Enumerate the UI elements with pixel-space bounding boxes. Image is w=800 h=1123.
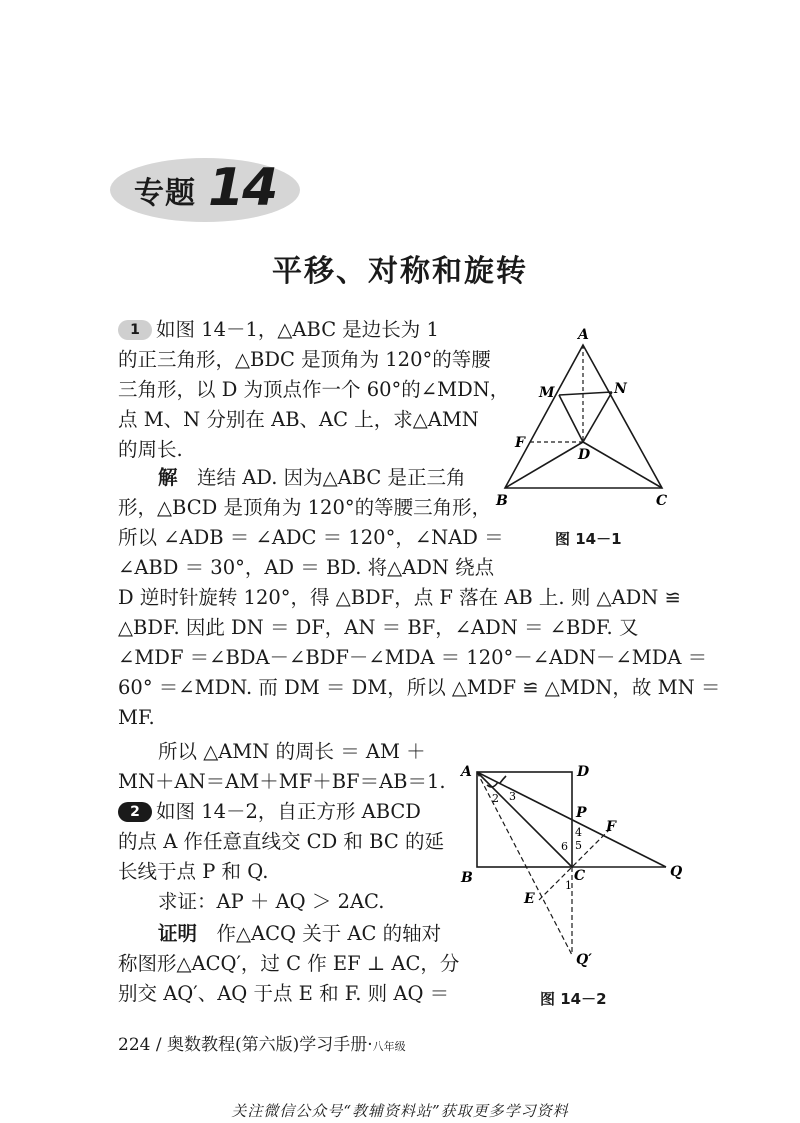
problem2-number-badge: 2 xyxy=(118,802,152,822)
problem1-line-4: 点 M、N 分别在 AB、AC 上，求△AMN xyxy=(118,408,479,431)
fig1-segment-nd xyxy=(583,392,612,442)
fig1-segment-mn xyxy=(559,392,612,395)
solution1-line-10: 所以 △AMN 的周长 ＝ AM ＋ xyxy=(158,740,426,763)
figure-14-1 xyxy=(490,325,680,555)
problem2-line-3: 长线于点 P 和 Q. xyxy=(118,860,269,883)
proof2-line-2: 称图形△ACQ′，过 C 作 EF ⊥ AC，分 xyxy=(118,952,460,975)
problem1-line-2: 的正三角形，△BDC 是顶角为 120°的等腰 xyxy=(118,348,491,371)
fig2-angle-arc-3 xyxy=(500,776,506,783)
page-number: 224 xyxy=(118,1035,151,1055)
fig2-label-d: D xyxy=(577,764,590,780)
solution1-line-3: 所以 ∠ADB ＝ ∠ADC ＝ 120°，∠NAD ＝ xyxy=(118,526,504,549)
fig2-angle-label-4: 4 xyxy=(575,826,582,839)
fig1-label-d: D xyxy=(578,447,591,463)
fig2-label-a: A xyxy=(461,764,472,780)
footer-separator: / xyxy=(155,1035,162,1055)
proof-label: 证明 xyxy=(158,922,198,945)
fig2-label-q: Q xyxy=(670,864,683,880)
solution1-line-1: 解 连结 AD. 因为△ABC 是正三角 xyxy=(158,466,466,489)
page-footer xyxy=(118,1030,406,1055)
book-title: 奥数教程(第六版)学习手册· xyxy=(167,1035,373,1055)
solution-label: 解 xyxy=(158,466,178,489)
solution1-line-5: D 逆时针旋转 120°，得 △BDF，点 F 落在 AB 上. 则 △ADN ≌ xyxy=(118,586,681,609)
figure2-caption: 图 14－2 xyxy=(540,990,607,1008)
fig1-label-c: C xyxy=(656,493,668,509)
problem1-line-5: 的周长. xyxy=(118,438,183,461)
solution1-line-9: MF. xyxy=(118,706,155,729)
fig1-label-n: N xyxy=(614,381,627,397)
fig2-label-e: E xyxy=(524,891,535,907)
proof2-line-1: 证明 作△ACQ 关于 AC 的轴对 xyxy=(158,922,442,945)
solution1-line-8: 60° ＝∠MDN. 而 DM ＝ DM，所以 △MDF ≌ △MDN，故 MN ＝ xyxy=(118,676,721,699)
topic-number: 14 xyxy=(208,158,277,218)
fig2-angle-label-2: 2 xyxy=(492,792,499,805)
problem2-line-2: 的点 A 作任意直线交 CD 和 BC 的延 xyxy=(118,830,444,853)
figure1-caption: 图 14－1 xyxy=(555,530,622,548)
fig2-angle-label-6: 6 xyxy=(561,840,568,853)
fig2-angle-label-1: 1 xyxy=(565,879,572,892)
fig2-label-f: F xyxy=(606,819,616,835)
solution1-line-6: △BDF. 因此 DN ＝ DF，AN ＝ BF，∠ADN ＝ ∠BDF. 又 xyxy=(118,616,639,639)
fig2-label-p: P xyxy=(576,805,587,821)
bottom-watermark-note: 关注微信公众号“教辅资料站”获取更多学习资料 xyxy=(231,1102,569,1120)
proof2-line-3: 别交 AQ′、AQ 于点 E 和 F. 则 AQ ＝ xyxy=(118,982,450,1005)
page-title: 平移、对称和旋转 xyxy=(272,254,528,289)
topic-label: 专题 xyxy=(134,176,196,211)
fig1-label-m: M xyxy=(539,385,555,401)
solution1-line-2: 形，△BCD 是顶角为 120°的等腰三角形， xyxy=(118,496,492,519)
solution1-line-4: ∠ABD ＝ 30°，AD ＝ BD. 将△ADN 绕点 xyxy=(118,556,495,579)
problem1-line-1: 1 如图 14－1，△ABC 是边长为 1 xyxy=(118,318,439,342)
fig1-label-f: F xyxy=(515,435,525,451)
fig1-label-a: A xyxy=(578,327,589,343)
figure-14-2 xyxy=(455,760,695,975)
fig1-segment-md xyxy=(559,395,583,442)
solution1-line-7: ∠MDF ＝∠BDA－∠BDF－∠MDA ＝ 120°－∠ADN－∠MDA ＝ xyxy=(118,646,708,669)
solution1-line-11: MN＋AN＝AM＋MF＋BF＝AB＝1. xyxy=(118,770,446,793)
problem1-number-badge: 1 xyxy=(118,320,152,340)
problem2-line-1: 2 如图 14－2，自正方形 ABCD xyxy=(118,800,421,824)
fig2-label-qprime: Q′ xyxy=(576,952,592,968)
fig1-label-b: B xyxy=(496,493,508,509)
problem2-line-4: 求证：AP ＋ AQ ＞ 2AC. xyxy=(158,890,385,913)
problem1-line-3: 三角形，以 D 为顶点作一个 60°的∠MDN， xyxy=(118,378,510,401)
fig2-angle-label-5: 5 xyxy=(575,839,582,852)
grade-label: 八年级 xyxy=(372,1040,406,1053)
fig2-label-b: B xyxy=(461,870,473,886)
fig2-label-c: C xyxy=(574,868,586,884)
fig2-angle-label-3: 3 xyxy=(509,790,516,803)
